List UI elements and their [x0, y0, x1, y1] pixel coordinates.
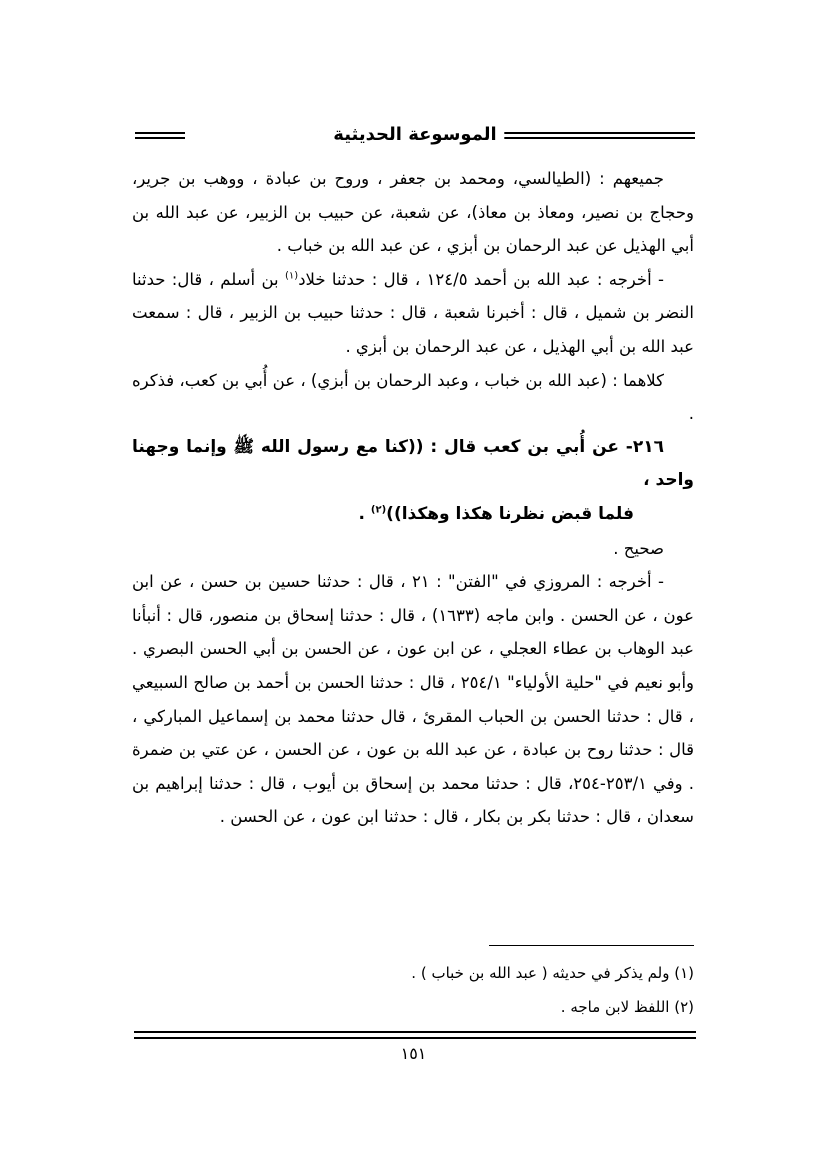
hadith-216: [132, 431, 694, 532]
running-header: [135, 120, 695, 150]
paragraph-abdullah-ahmad: [132, 263, 694, 364]
header-rule-right: [485, 132, 695, 139]
body-text: [132, 162, 694, 834]
footnote-1: (١) ولم يذكر في حديثه ( عبد الله بن خباب ) .: [411, 964, 694, 982]
paragraph-takhrij: - أخرجه : المروزي في "الفتن" : ٢١ ، قال : حدثنا حسين بن حسن ، عن ابن عون ، عن الحسن . وابن ماجه (١٦٣٣) ، قال : حدثنا إسحاق بن منصور، قال : أنبأنا عبد الوهاب بن عطاء العجلي ، عن ابن عون ، عن الحسن بن أبي الحسن البصري . وأبو نعيم في "حلية الأولياء" ٢٥٤/١ ، قال : حدثنا الحسن بن أحمد بن صالح السبيعي ، قال : حدثنا الحسن بن الحباب المقرئ ، قال حدثنا محمد بن إسماعيل المباركي ، قال : حدثنا روح بن عبادة ، عن عبد الله بن عون ، عن الحسن ، عن عتي بن ضمرة . وفي ٢٥٣/١-٢٥٤، قال : حدثنا محمد بن إسحاق بن أيوب ، قال : حدثنا إبراهيم بن سعدان ، قال : حدثنا بكر بن بكار ، قال : حدثنا ابن عون ، عن الحسن .: [132, 572, 695, 827]
bottom-rule: [134, 1031, 696, 1039]
header-title: الموسوعة الحديثية: [325, 120, 504, 150]
hadith-line-2-wrap: [132, 498, 694, 532]
footnote-separator: [489, 945, 694, 946]
paragraph-text-a: - أخرجه : عبد الله بن أحمد ١٢٤/٥ ، قال : حدثنا خلاد: [298, 269, 664, 289]
footnotes: [132, 956, 694, 1024]
paragraph-narrators: جميعهم : (الطيالسي، ومحمد بن جعفر ، وروح بن عبادة ، ووهب بن جرير، وحجاج بن نصير، ومعاذ بن معاذ)، عن شعبة، عن حبيب بن الزبير، عن عبد الله بن أبي الهذيل عن عبد الرحمان بن أبزي ، عن عبد الله بن خباب .: [132, 169, 694, 256]
paragraph-text-b: بن أسلم ، قال: حدثنا النضر بن شميل ، قال : أخبرنا شعبة ، قال : حدثنا حبيب بن الزبير ، قال : سمعت عبد الله بن أبي الهذيل ، عن عبد الرحمان بن أبزي .: [132, 269, 694, 356]
footnote-2: (٢) اللفظ لابن ماجه .: [560, 998, 694, 1016]
hadith-end: .: [358, 503, 371, 524]
hadith-line-2: فلما قبض نظرنا هكذا وهكذا)): [386, 503, 634, 524]
page-number: ١٥١: [400, 1044, 427, 1063]
footnote-ref-2: (٢): [370, 504, 387, 516]
hadith-grade: صحيح .: [613, 538, 664, 558]
footnote-ref-1: (١): [285, 270, 299, 282]
header-rule-left: [135, 132, 185, 139]
hadith-line-1: ٢١٦- عن أُبي بن كعب قال : ((كنا مع رسول الله ﷺ وإنما وجهنا واحد ،: [132, 436, 694, 491]
paragraph-both: كلاهما : (عبد الله بن خباب ، وعبد الرحمان بن أبزي) ، عن أُبي بن كعب، فذكره .: [132, 370, 694, 424]
